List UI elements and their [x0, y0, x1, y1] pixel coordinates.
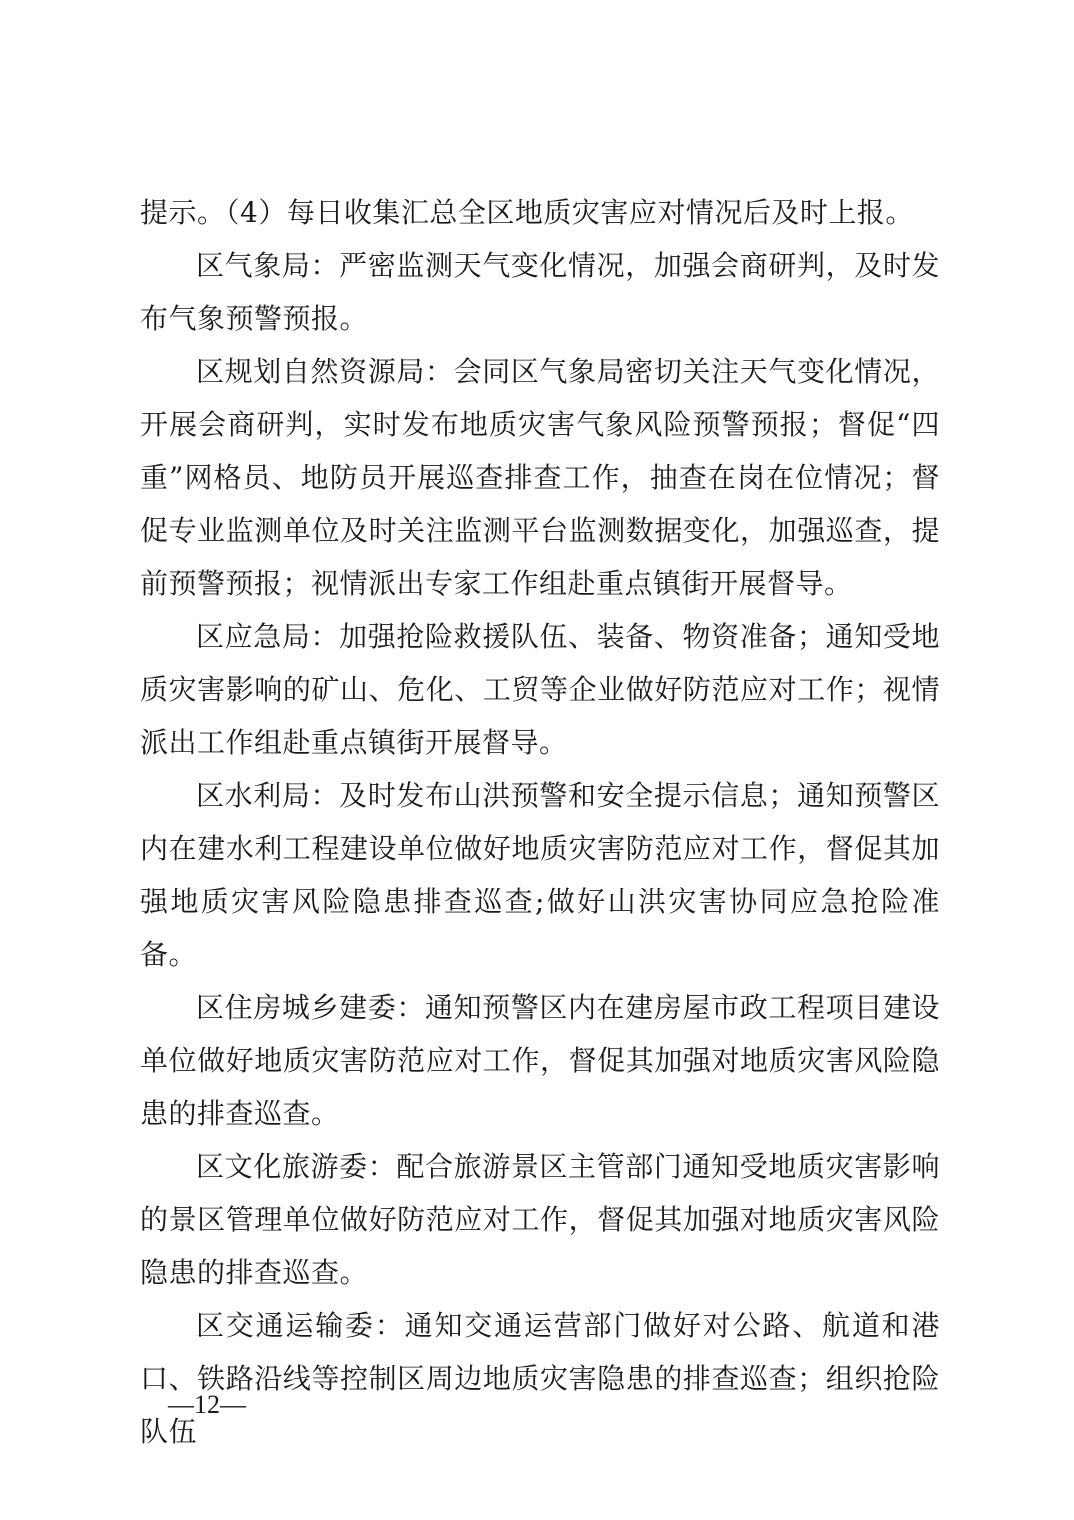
document-body	[140, 186, 940, 1458]
paragraph-meteorology-bureau: 区气象局：严密监测天气变化情况，加强会商研判，及时发布气象预警预报。	[140, 249, 940, 335]
page-number: —12—	[168, 1390, 246, 1419]
paragraph-water-resources-bureau: 区水利局：及时发布山洪预警和安全提示信息；通知预警区内在建水利工程建设单位做好地质灾害防范应对工作，督促其加强地质灾害风险隐患排查巡查;做好山洪灾害协同应急抢险准备。	[140, 779, 940, 971]
paragraph-emergency-bureau: 区应急局：加强抢险救援队伍、装备、物资准备；通知受地质灾害影响的矿山、危化、工贸等企业做好防范应对工作；视情派出工作组赴重点镇街开展督导。	[140, 620, 940, 759]
paragraph-planning-resources-bureau: 区规划自然资源局：会同区气象局密切关注天气变化情况，开展会商研判，实时发布地质灾害气象风险预警预报；督促“四重”网格员、地防员开展巡查排查工作，抽查在岗在位情况；督促专业监测单位及时关注监测平台监测数据变化，加强巡查，提前预警预报；视情派出专家工作组赴重点镇街开展督导。	[140, 355, 940, 600]
paragraph-transportation-committee: 区交通运输委：通知交通运营部门做好对公路、航道和港口、铁路沿线等控制区周边地质灾害隐患的排查巡查；组织抢险队伍	[140, 1309, 940, 1448]
paragraph-continuation: 提示。（4）每日收集汇总全区地质灾害应对情况后及时上报。	[140, 196, 914, 229]
paragraph-culture-tourism-committee: 区文化旅游委：配合旅游景区主管部门通知受地质灾害影响的景区管理单位做好防范应对工作，督促其加强对地质灾害风险隐患的排查巡查。	[140, 1150, 940, 1289]
paragraph-housing-construction-committee: 区住房城乡建委：通知预警区内在建房屋市政工程项目建设单位做好地质灾害防范应对工作，督促其加强对地质灾害风险隐患的排查巡查。	[140, 991, 940, 1130]
